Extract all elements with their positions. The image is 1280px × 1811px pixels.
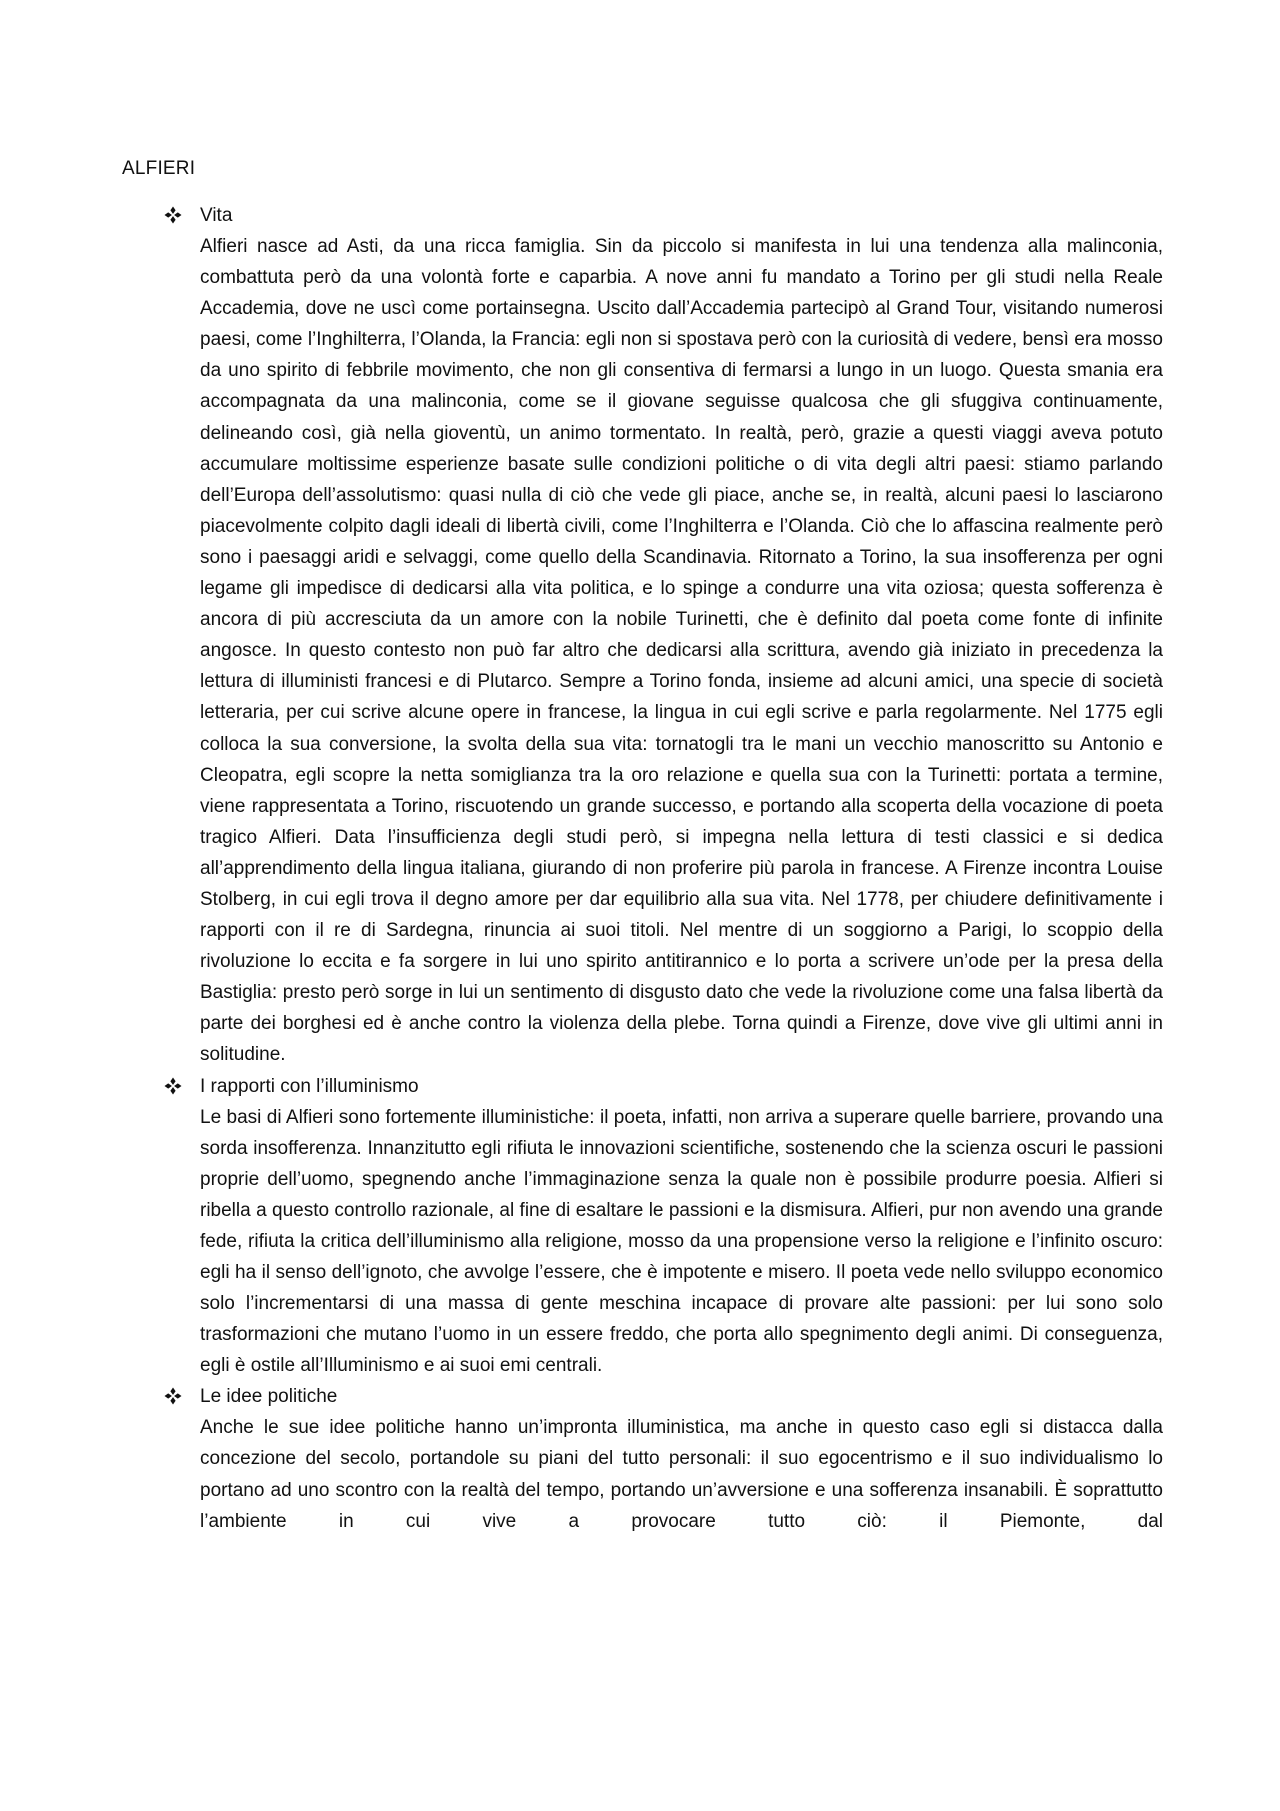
four-diamond-bullet-icon — [164, 1077, 182, 1095]
document-content — [0, 200, 1280, 1537]
section-body: Le basi di Alfieri sono fortemente illuministiche: il poeta, infatti, non arriva a superare quelle barriere, provando una sorda insofferenza. Innanzitutto egli rifiuta le innovazioni scientifiche, sostenendo che la scienza oscuri le passioni proprie dell’uomo, spegnendo anche l’immaginazione senza la quale non è possibile produrre poesia. Alfieri si ribella a questo controllo razionale, al fine di esaltare le passioni e la dismisura. Alfieri, pur non avendo una grande fede, rifiuta la critica dell’illuminismo alla religione, mosso da una propensione verso la religione e l’infinito oscuro: egli ha il senso dell’ignoto, che avvolge l’essere, che è impotente e misero. Il poeta vede nello sviluppo economico solo l’incrementarsi di una massa di gente meschina incapace di provare alte passioni: per lui sono solo trasformazioni che mutano l’uomo in un essere freddo, che porta allo spegnimento degli animi. Di conseguenza, egli è ostile all’Illuminismo e ai suoi emi centrali. — [200, 1106, 1163, 1377]
four-diamond-bullet-icon — [164, 1387, 182, 1405]
section-body: Alfieri nasce ad Asti, da una ricca famiglia. Sin da piccolo si manifesta in lui una tendenza alla malinconia, combattuta però da una volontà forte e caparbia. A nove anni fu mandato a Torino per gli studi nella Reale Accademia, dove ne uscì come portainsegna. Uscito dall’Accademia partecipò al Grand Tour, visitando numerosi paesi, come l’Inghilterra, l’Olanda, la Francia: egli non si spostava però con la curiosità di vedere, bensì era mosso da uno spirito di febbrile movimento, che non gli consentiva di fermarsi a lungo in un luogo. Questa smania era accompagnata da una malinconia, come se il giovane seguisse qualcosa che gli sfuggiva continuamente, delineando così, già nella gioventù, un animo tormentato. In realtà, però, grazie a questi viaggi aveva potuto accumulare moltissime esperienze basate sulle condizioni politiche o di vita degli altri paesi: stiamo parlando dell’Europa dell’assolutismo: quasi nulla di ciò che vede gli piace, anche se, in realtà, alcuni paesi lo lasciarono piacevolmente colpito dagli ideali di libertà civili, come l’Inghilterra e l’Olanda. Ciò che lo affascina realmente però sono i paesaggi aridi e selvaggi, come quello della Scandinavia. Ritornato a Torino, la sua insofferenza per ogni legame gli impedisce di dedicarsi alla vita politica, e lo spinge a condurre una vita oziosa; questa sofferenza è ancora di più accresciuta da un amore con la nobile Turinetti, che è definito dal poeta come fonte di infinite angosce. In questo contesto non può far altro che dedicarsi alla scrittura, avendo già iniziato in precedenza la lettura di illuministi francesi e di Plutarco. Sempre a Torino fonda, insieme ad alcuni amici, una specie di società letteraria, per cui scrive alcune opere in francese, la lingua in cui egli scrive e parla regolarmente. Nel 1775 egli colloca la sua conversione, la svolta della sua vita: tornatogli tra le mani un vecchio manoscritto su Antonio e Cleopatra, egli scopre la netta somiglianza tra la oro relazione e quella sua con la Turinetti: portata a termine, viene rappresentata a Torino, riscuotendo un grande successo, e portando alla scoperta della vocazione di poeta tragico Alfieri. Data l’insufficienza degli studi però, si impegna nella lettura di testi classici e si dedica all’apprendimento della lingua italiana, giurando di non proferire più parola in francese. A Firenze incontra Louise Stolberg, in cui egli trova il degno amore per dar equilibrio alla sua vita. Nel 1778, per chiudere definitivamente i rapporti con il re di Sardegna, rinuncia ai suoi titoli. Nel mentre di un soggiorno a Parigi, lo scoppio della rivoluzione lo eccita e fa sorgere in lui uno spirito antitirannico e lo porta a scrivere un’ode per la presa della Bastiglia: presto però sorge in lui un sentimento di disgusto dato che vede la rivoluzione come una falsa libertà da parte dei borghesi ed è anche contro la violenza della plebe. Torna quindi a Firenze, dove vive gli ultimi anni in solitudine. — [200, 236, 1163, 1066]
section-heading: I rapporti con l’illuminismo — [200, 1075, 419, 1097]
four-diamond-bullet-icon — [164, 206, 182, 224]
section-illuminismo — [0, 1071, 1280, 1382]
section-vita — [0, 200, 1280, 1071]
document-title: ALFIERI — [122, 158, 196, 179]
section-body: Anche le sue idee politiche hanno un’impronta illuministica, ma anche in questo caso egli si distacca dalla concezione del secolo, portandole su piani del tutto personali: il suo egocentrismo e il suo individualismo lo portano ad uno scontro con la realtà del tempo, portando un’avversione e una sofferenza insanabili. È soprattutto l’ambiente in cui vive a provocare tutto ciò: il Piemonte, dal — [200, 1417, 1163, 1532]
section-heading: Vita — [200, 205, 233, 226]
section-idee-politiche — [0, 1381, 1280, 1536]
section-heading: Le idee politiche — [200, 1386, 338, 1408]
